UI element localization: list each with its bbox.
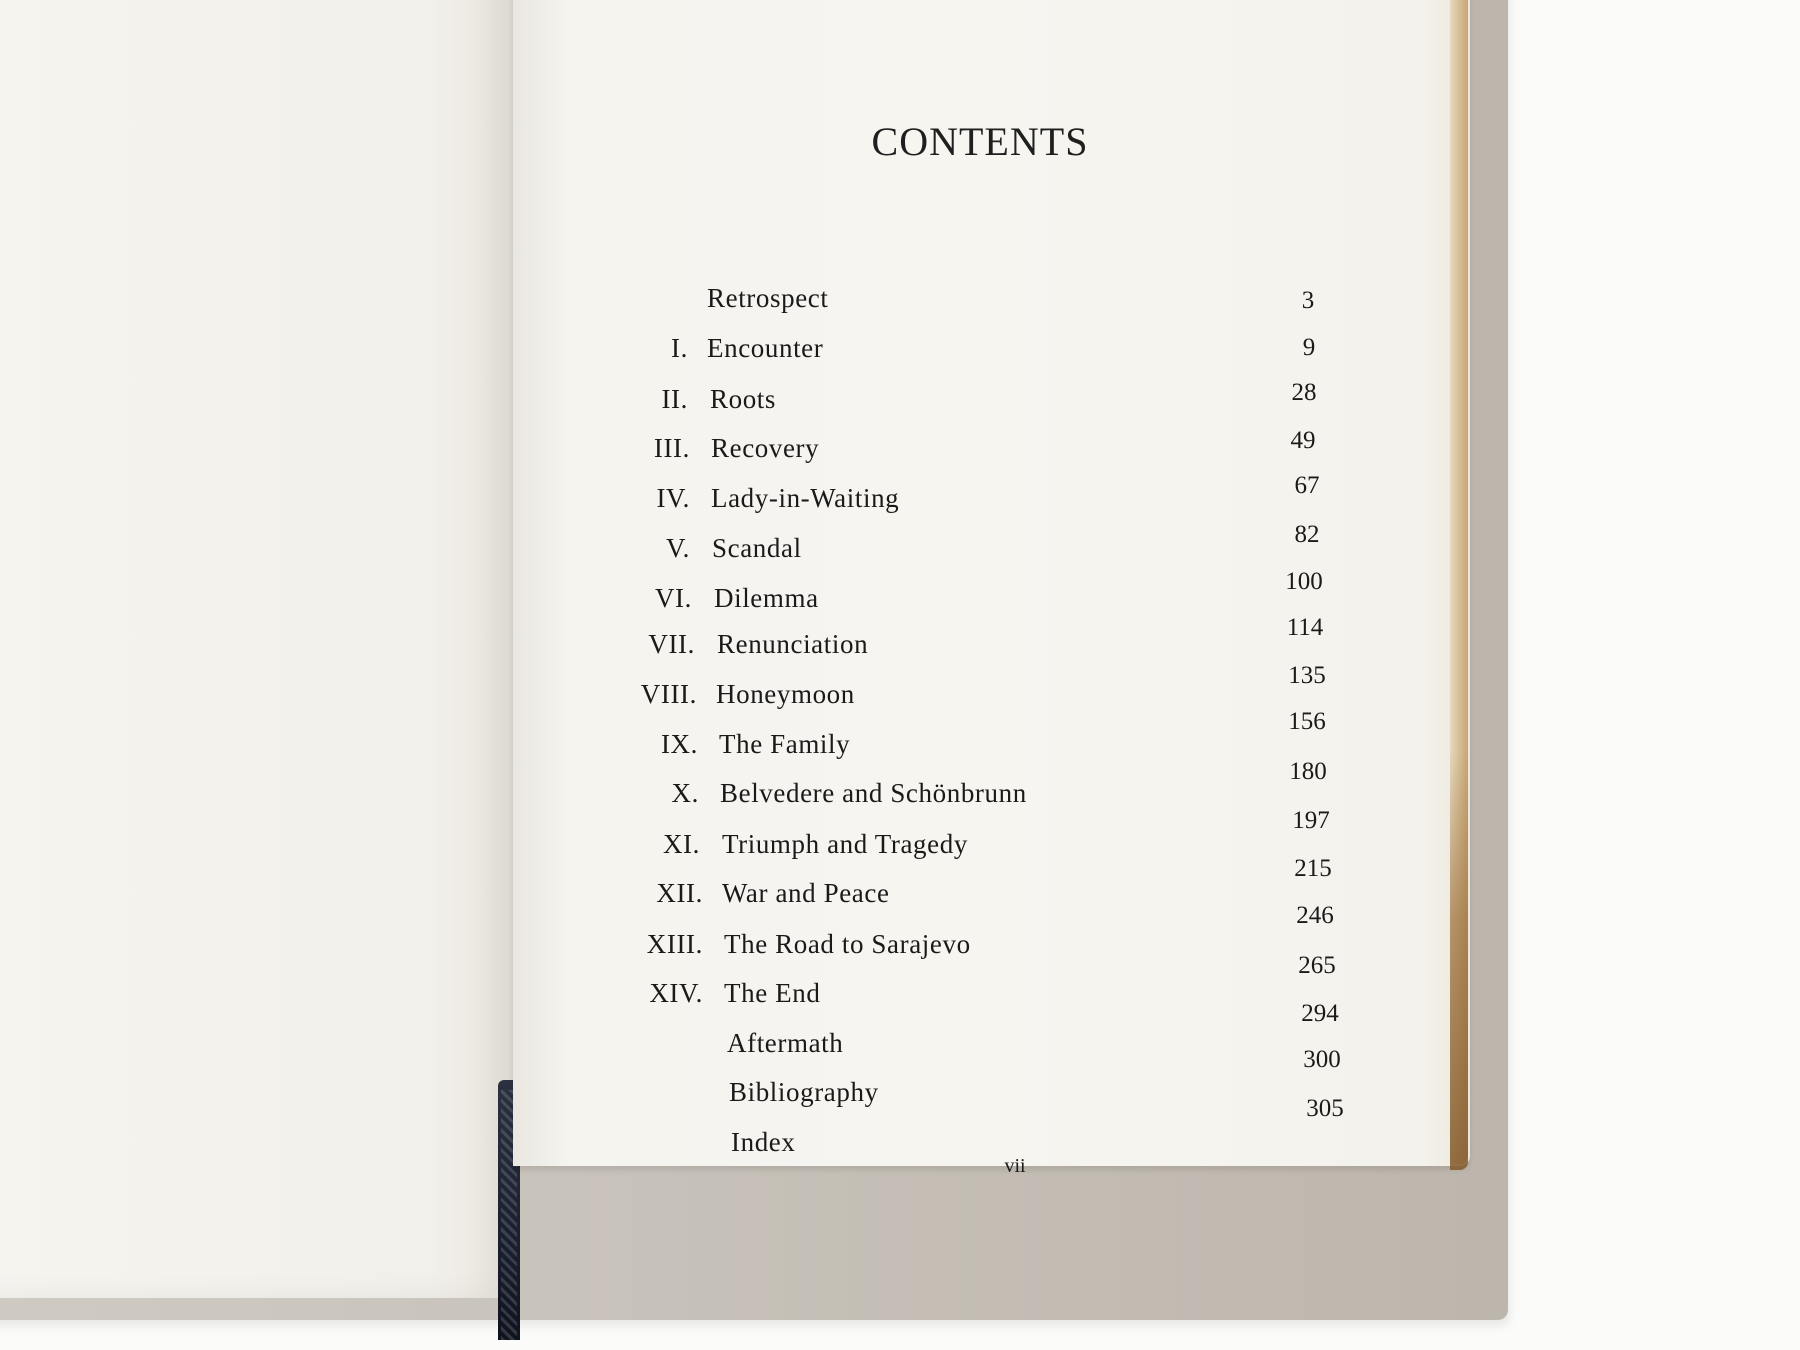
chapter-number: XI.: [662, 829, 700, 859]
chapter-page-number: 294: [1301, 1000, 1339, 1027]
chapter-number: III.: [653, 433, 690, 463]
chapter-page-number: 305: [1306, 1095, 1344, 1122]
chapter-page-number: 215: [1294, 855, 1332, 882]
chapter-page-number: 9: [1302, 334, 1316, 361]
chapter-number: IV.: [656, 483, 690, 513]
chapter-title: Aftermath: [727, 1028, 844, 1058]
chapter-page-number: 100: [1285, 568, 1323, 595]
chapter-page-number: 156: [1288, 708, 1326, 735]
chapter-page-number: 49: [1290, 427, 1316, 454]
chapter-title: Bibliography: [729, 1077, 879, 1107]
chapter-title: The End: [724, 978, 821, 1008]
chapter-title: The Road to Sarajevo: [724, 929, 971, 959]
chapter-page-number: 246: [1296, 902, 1334, 929]
chapter-title: War and Peace: [722, 878, 890, 908]
chapter-number: I.: [671, 333, 688, 363]
chapter-number: VIII.: [640, 679, 697, 709]
chapter-number: II.: [661, 384, 688, 414]
page-number: vii: [1004, 1155, 1026, 1177]
chapter-page-number: 135: [1288, 662, 1326, 689]
chapter-title: Scandal: [712, 533, 802, 563]
chapter-title: Belvedere and Schönbrunn: [720, 778, 1027, 808]
chapter-page-number: 3: [1301, 287, 1315, 314]
chapter-page-number: 28: [1291, 379, 1317, 406]
chapter-page-number: 114: [1286, 614, 1324, 641]
chapter-title: Renunciation: [717, 629, 869, 659]
chapter-title: Dilemma: [714, 583, 819, 613]
chapter-title: Index: [731, 1127, 796, 1157]
chapter-title: The Family: [719, 729, 851, 759]
chapter-number: XIII.: [646, 929, 703, 959]
page-title: CONTENTS: [871, 119, 1089, 164]
chapter-title: Retrospect: [707, 283, 829, 313]
chapter-number: XIV.: [649, 978, 703, 1008]
chapter-title: Roots: [710, 384, 777, 414]
chapter-title: Recovery: [711, 433, 820, 463]
chapter-number: VI.: [654, 583, 692, 613]
chapter-page-number: 82: [1294, 521, 1320, 548]
chapter-title: Triumph and Tragedy: [722, 829, 968, 859]
chapter-page-number: 197: [1292, 807, 1330, 834]
chapter-page-number: 67: [1294, 472, 1320, 499]
chapter-number: X.: [671, 778, 699, 808]
chapter-number: V.: [666, 533, 690, 563]
chapter-number: VII.: [648, 629, 695, 659]
chapter-page-number: 265: [1298, 952, 1336, 979]
chapter-title: Lady-in-Waiting: [711, 483, 900, 513]
chapter-title: Honeymoon: [716, 679, 855, 709]
chapter-page-number: 180: [1289, 758, 1327, 785]
chapter-number: IX.: [660, 729, 698, 759]
chapter-number: XII.: [656, 878, 703, 908]
chapter-title: Encounter: [707, 333, 824, 363]
chapter-page-number: 300: [1303, 1046, 1341, 1073]
